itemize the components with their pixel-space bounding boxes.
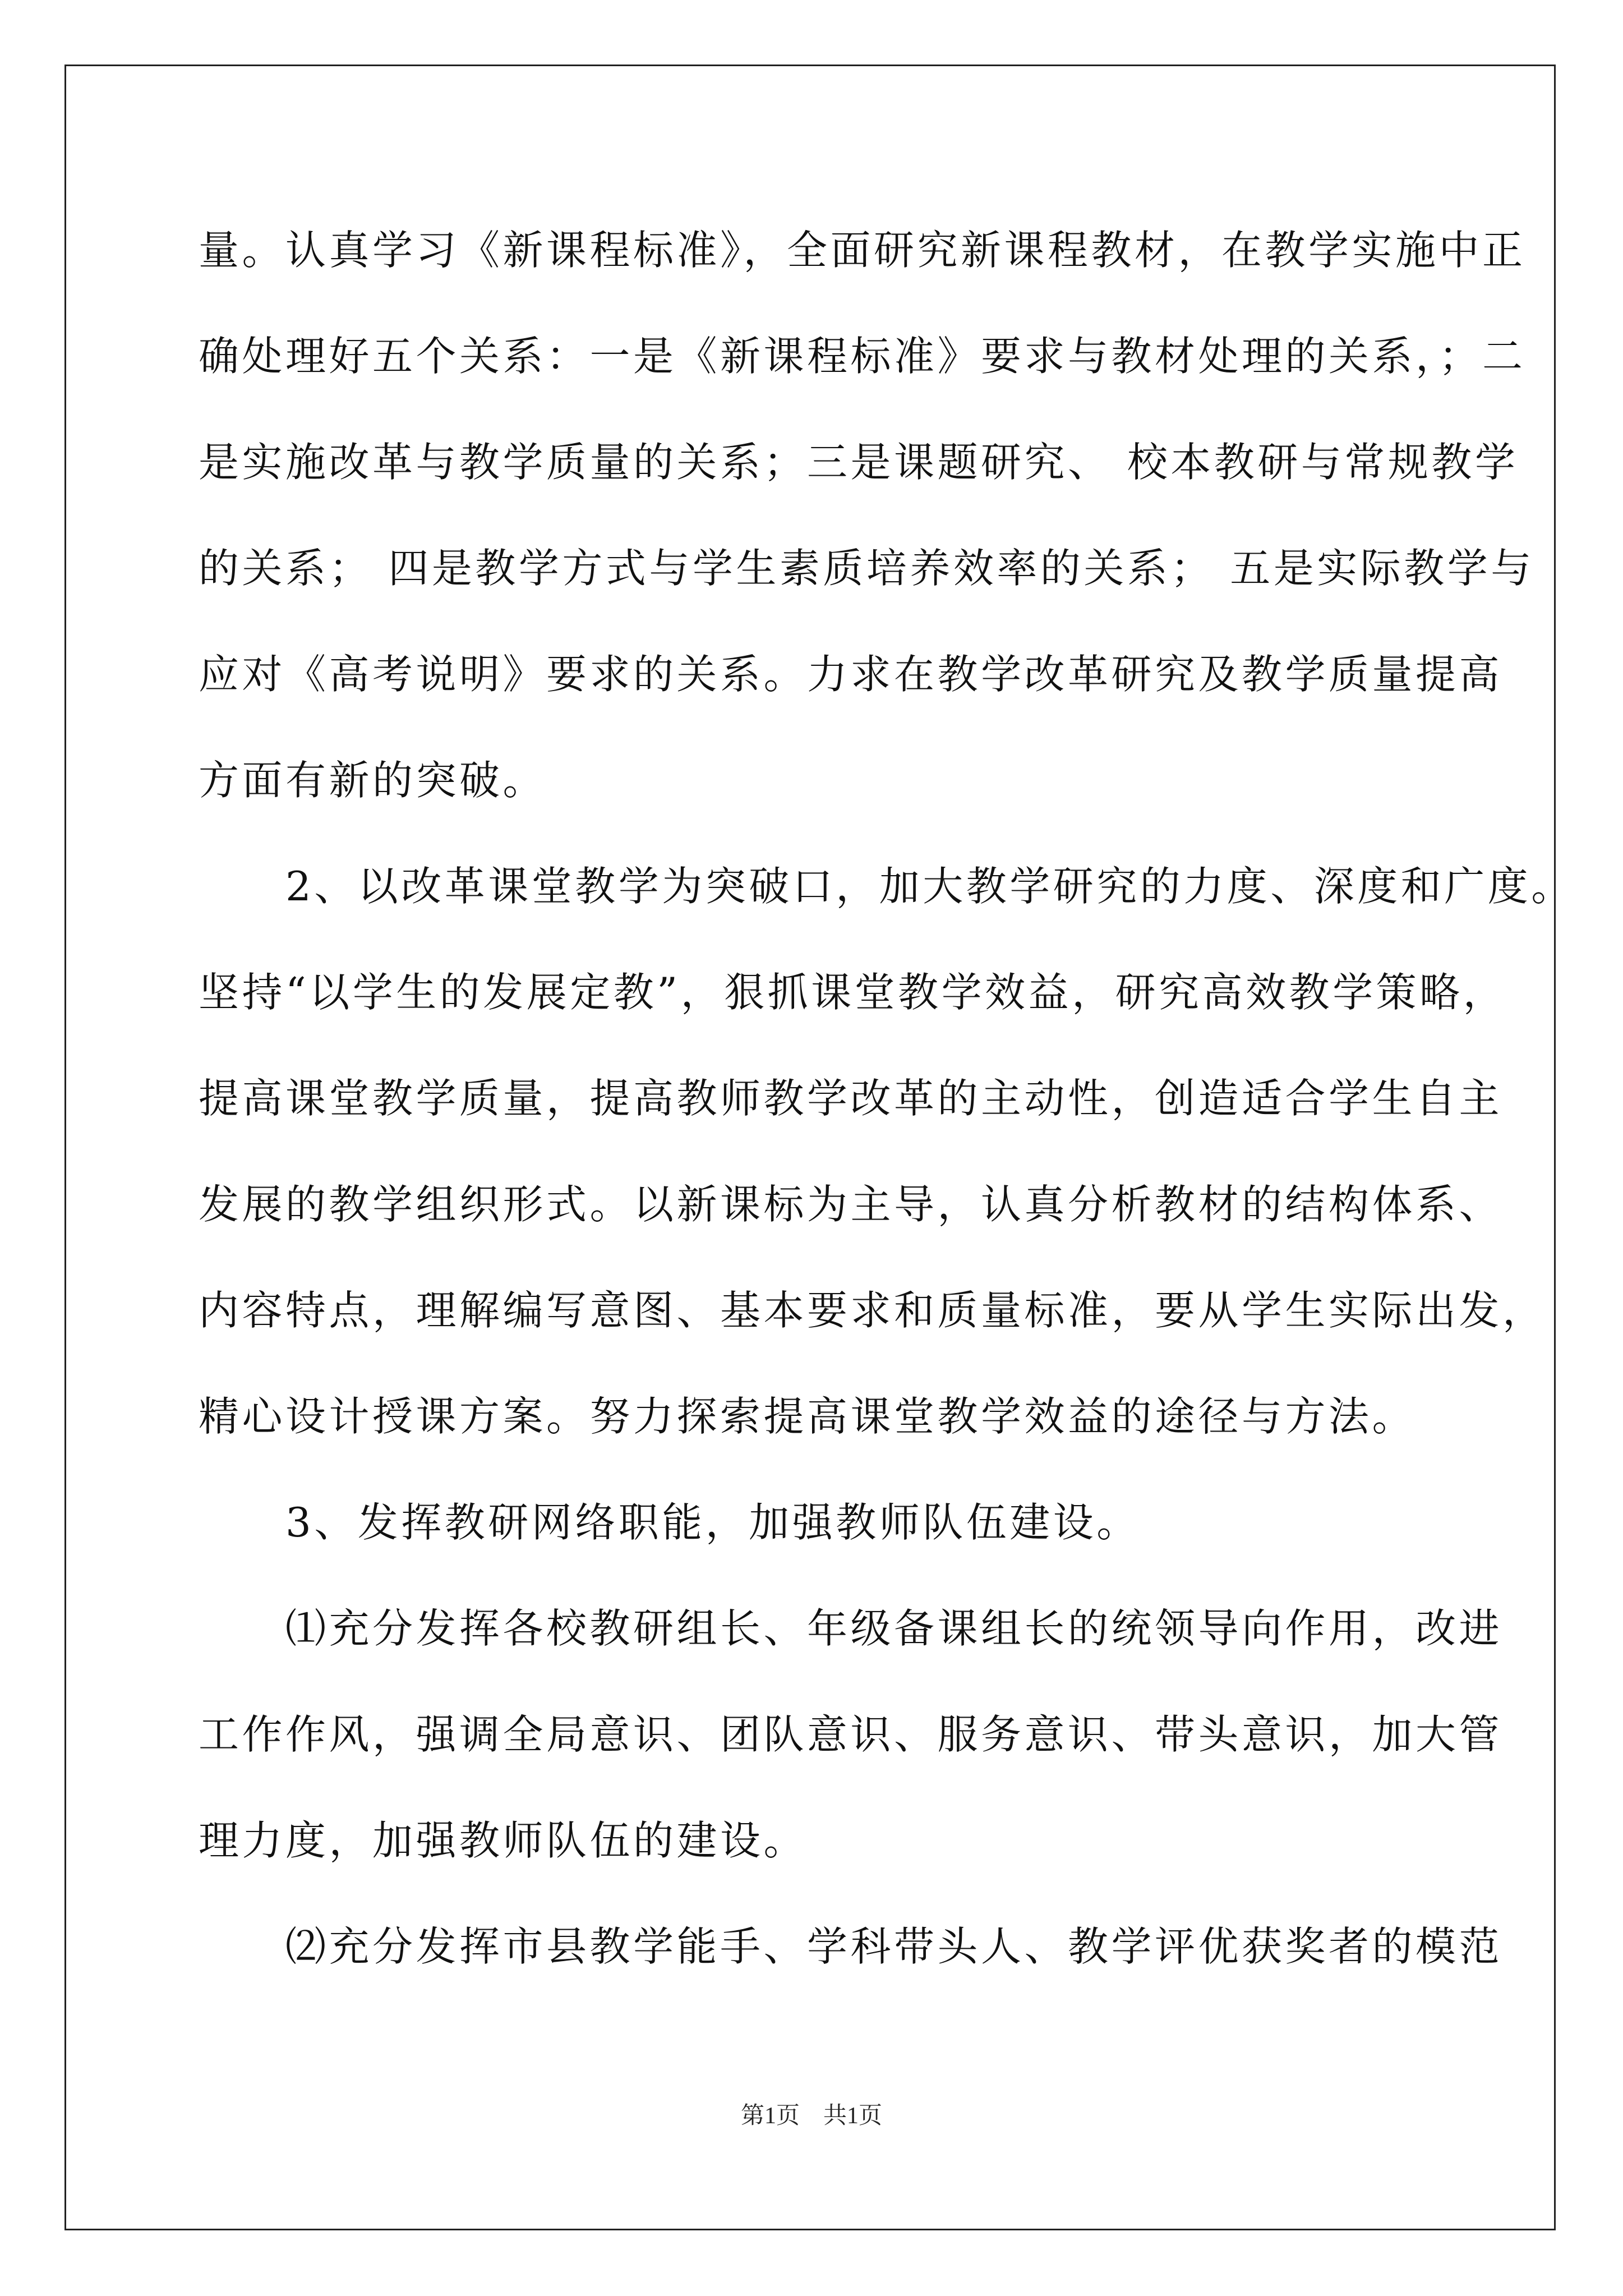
text-line: 应对《高考说明》要求的关系。力求在教学改革研究及教学质量提高 [199, 651, 1503, 698]
text-line: 2、以改革课堂教学为突破口，加大教学研究的力度、深度和广度。 [199, 863, 1575, 910]
text-line: 量。认真学习《新课程标准》，全面研究新课程教材，在教学实施中正 [199, 227, 1526, 274]
text-line: 精心设计授课方案。努力探索提高课堂教学效益的途径与方法。 [199, 1393, 1416, 1440]
text-line: 3、发挥教研网络职能，加强教师队伍建设。 [199, 1499, 1140, 1546]
text-line: 理力度，加强教师队伍的建设。 [199, 1817, 808, 1864]
text-line: 提高课堂教学质量，提高教师教学改革的主动性，创造适合学生自主 [199, 1075, 1503, 1122]
text-line: 是实施改革与教学质量的关系；三是课题研究、 校本教研与常规教学 [199, 439, 1519, 486]
text-line: ⑴充分发挥各校教研组长、年级备课组长的统领导向作用，改进 [199, 1605, 1503, 1652]
text-line: 工作作风，强调全局意识、团队意识、服务意识、带头意识，加大管 [199, 1711, 1503, 1758]
text-line: 发展的教学组织形式。以新课标为主导，认真分析教材的结构体系、 [199, 1181, 1503, 1228]
text-line: 坚持“以学生的发展定教”，狠抓课堂教学效益，研究高效教学策略， [199, 969, 1507, 1016]
page-border [64, 65, 1575, 2230]
text-line: 方面有新的突破。 [199, 757, 547, 804]
text-line: 的关系； 四是教学方式与学生素质培养效率的关系； 五是实际教学与 [199, 545, 1534, 592]
page-footer: 第1页 共1页 [740, 2103, 882, 2129]
text-line: 确处理好五个关系：一是《新课程标准》要求与教材处理的关系，；二 [199, 333, 1526, 380]
text-line: ⑵充分发挥市县教学能手、学科带头人、教学评优获奖者的模范 [199, 1923, 1503, 1970]
text-line: 内容特点，理解编写意图、基本要求和质量标准，要从学生实际出发， [199, 1287, 1546, 1334]
